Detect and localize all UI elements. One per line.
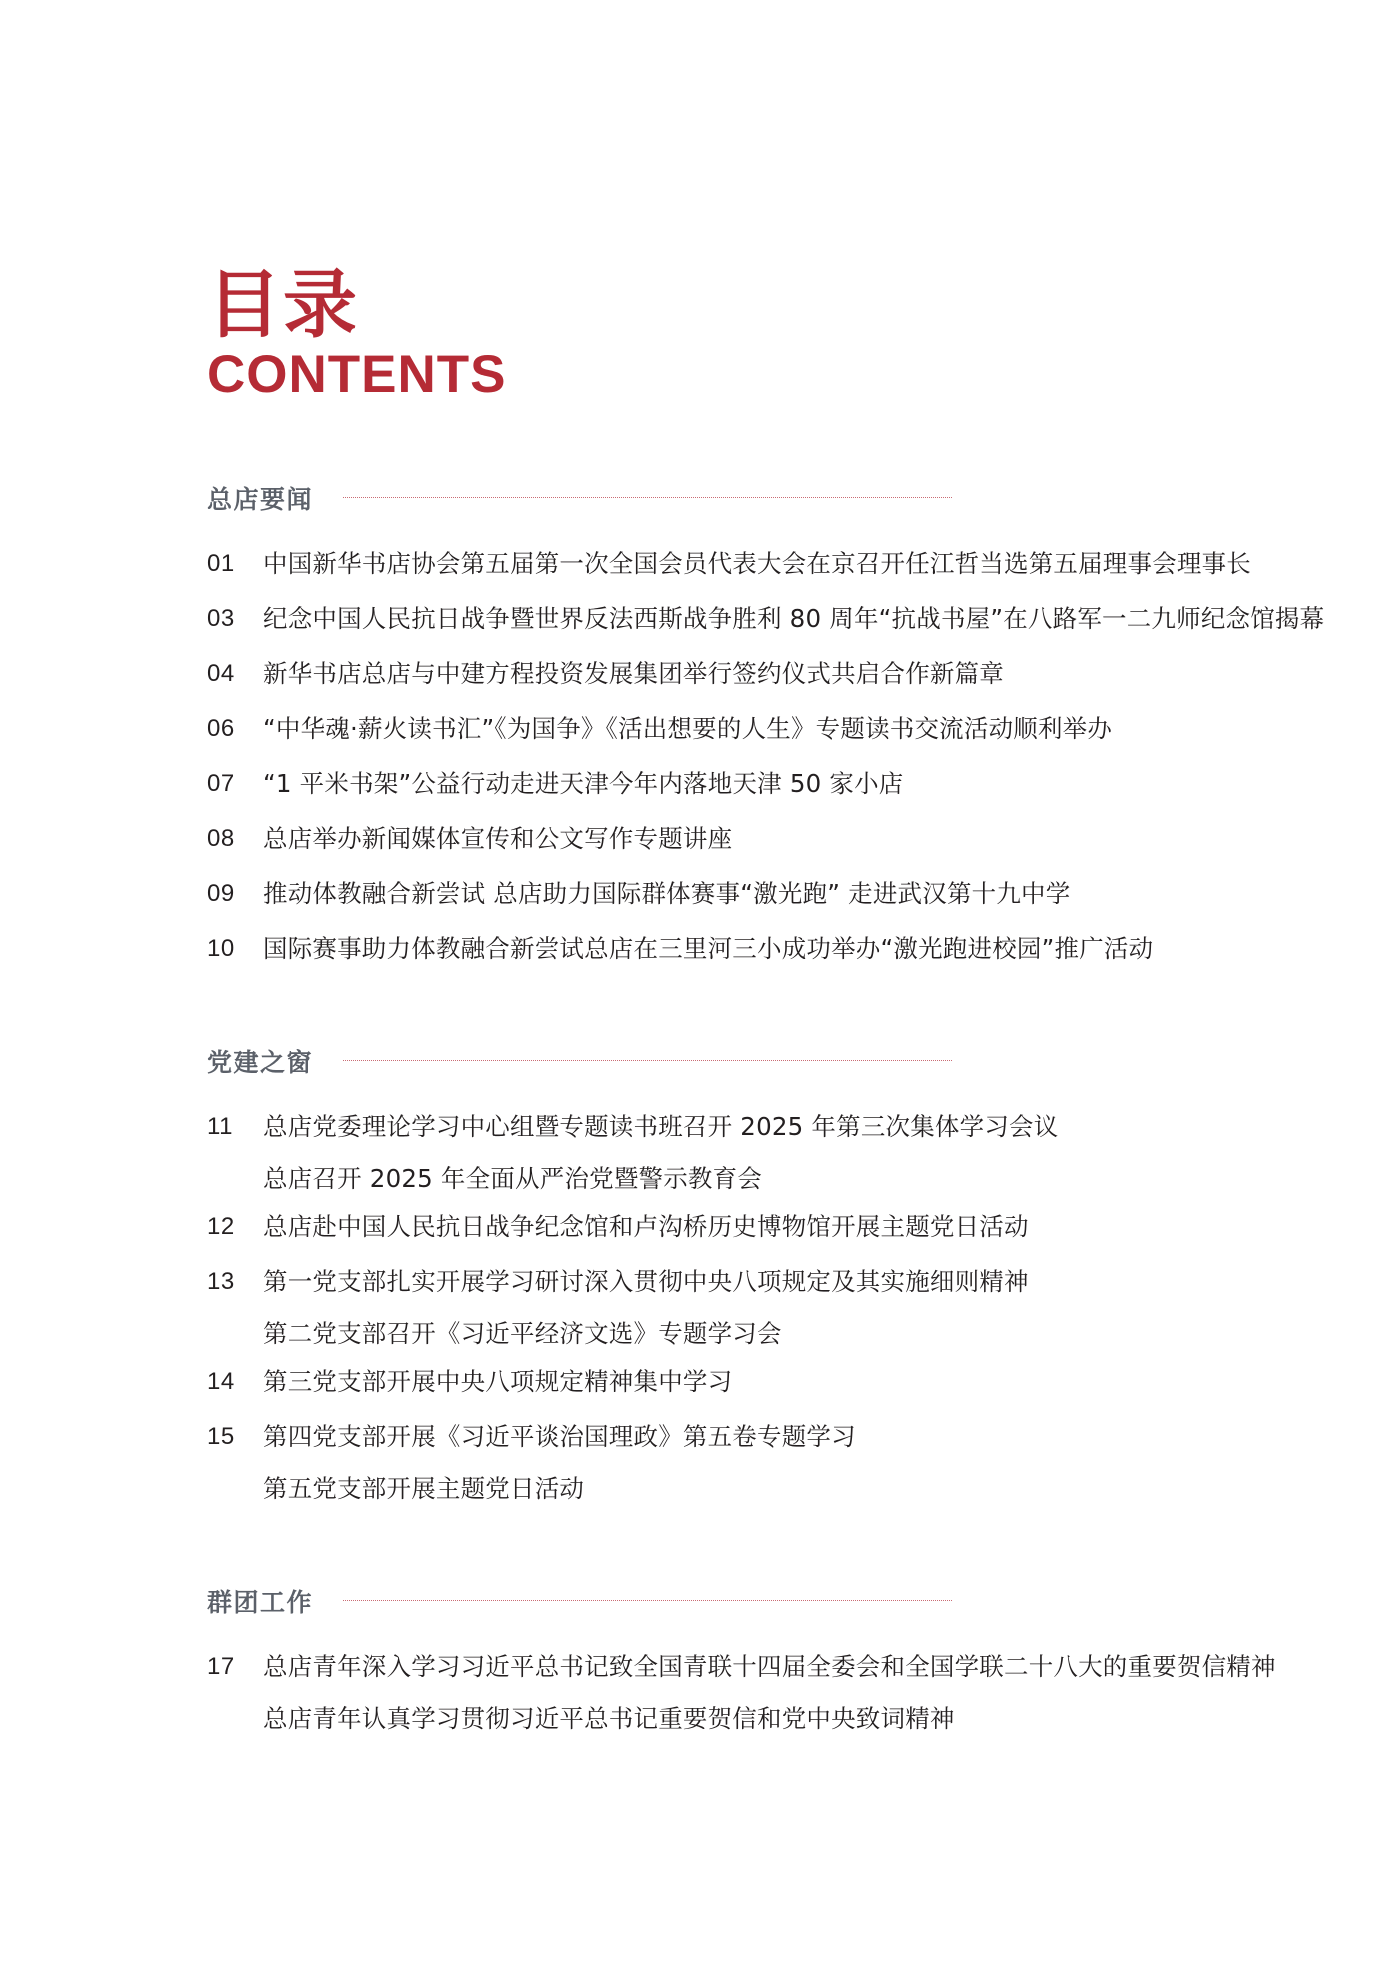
toc-entry-title[interactable]: 推动体教融合新尝试 总店助力国际群体赛事“激光跑” 走进武汉第十九中学 bbox=[263, 879, 1071, 908]
section-header bbox=[207, 1043, 952, 1079]
section-title: 党建之窗 bbox=[207, 1048, 314, 1077]
toc-entry[interactable] bbox=[207, 1105, 1278, 1201]
contents-section bbox=[0, 480, 1398, 971]
toc-entry-title[interactable]: 总店举办新闻媒体宣传和公文写作专题讲座 bbox=[263, 824, 733, 853]
toc-entry-title[interactable]: 总店召开 2025 年全面从严治党暨警示教育会 bbox=[263, 1164, 763, 1193]
toc-entry-page-number: 15 bbox=[207, 1423, 235, 1450]
toc-entry-page-number: 11 bbox=[207, 1113, 233, 1140]
toc-entry-title[interactable]: 总店青年认真学习贯彻习近平总书记重要贺信和党中央致词精神 bbox=[263, 1704, 955, 1733]
toc-entry[interactable] bbox=[207, 707, 1278, 751]
toc-entry-lines bbox=[263, 652, 1278, 696]
dotted-rule bbox=[343, 497, 952, 499]
toc-entry-title[interactable]: 第二党支部召开《习近平经济文选》专题学习会 bbox=[263, 1319, 782, 1348]
toc-entry-page-number: 03 bbox=[207, 605, 235, 632]
toc-entry-page-number: 07 bbox=[207, 770, 235, 797]
toc-entry-lines bbox=[263, 1205, 1278, 1249]
toc-entry-lines bbox=[263, 1105, 1278, 1201]
toc-entry[interactable] bbox=[207, 762, 1278, 806]
toc-entry[interactable] bbox=[207, 542, 1278, 586]
toc-entry-lines bbox=[263, 872, 1278, 916]
masthead bbox=[207, 262, 1107, 404]
toc-entry[interactable] bbox=[207, 817, 1278, 861]
contents-sections bbox=[0, 480, 1398, 1745]
toc-entry-title[interactable]: 国际赛事助力体教融合新尝试总店在三里河三小成功举办“激光跑进校园”推广活动 bbox=[263, 934, 1154, 963]
toc-entry-title[interactable]: 新华书店总店与中建方程投资发展集团举行签约仪式共启合作新篇章 bbox=[263, 659, 1004, 688]
toc-entry-page-number: 17 bbox=[207, 1653, 235, 1680]
toc-entry[interactable] bbox=[207, 872, 1278, 916]
section-title: 群团工作 bbox=[207, 1588, 314, 1617]
toc-entry-page-number: 04 bbox=[207, 660, 235, 687]
toc-entry[interactable] bbox=[207, 652, 1278, 696]
toc-entry[interactable] bbox=[207, 1645, 1278, 1741]
toc-entry-page-number: 10 bbox=[207, 935, 235, 962]
toc-entry-page-number: 01 bbox=[207, 550, 235, 577]
toc-entry-title[interactable]: “中华魂·薪火读书汇”《为国争》《活出想要的人生》专题读书交流活动顺利举办 bbox=[263, 714, 1113, 743]
toc-entry-lines bbox=[263, 597, 1324, 641]
toc-entry-lines bbox=[263, 817, 1278, 861]
toc-entry-title[interactable]: 第三党支部开展中央八项规定精神集中学习 bbox=[263, 1367, 733, 1396]
toc-entry-title[interactable]: “1 平米书架”公益行动走进天津今年内落地天津 50 家小店 bbox=[263, 769, 904, 798]
dotted-rule bbox=[343, 1600, 952, 1602]
toc-entry-page-number: 12 bbox=[207, 1213, 235, 1240]
section-title: 总店要闻 bbox=[207, 485, 314, 514]
toc-entry-lines bbox=[263, 707, 1278, 751]
toc-entry-title[interactable]: 总店赴中国人民抗日战争纪念馆和卢沟桥历史博物馆开展主题党日活动 bbox=[263, 1212, 1029, 1241]
toc-entry[interactable] bbox=[207, 1360, 1278, 1404]
toc-entry-lines bbox=[263, 762, 1278, 806]
toc-entry-lines bbox=[263, 1645, 1278, 1741]
page-title-en: CONTENTS bbox=[207, 345, 507, 404]
toc-entry-lines bbox=[263, 1415, 1278, 1511]
toc-entry-title[interactable]: 第一党支部扎实开展学习研讨深入贯彻中央八项规定及其实施细则精神 bbox=[263, 1267, 1029, 1296]
toc-entry-lines bbox=[263, 1260, 1278, 1356]
toc-entry-page-number: 08 bbox=[207, 825, 235, 852]
page-title-cn: 目录 bbox=[207, 262, 359, 348]
toc-entry-page-number: 13 bbox=[207, 1268, 235, 1295]
toc-entry-title[interactable]: 总店青年深入学习习近平总书记致全国青联十四届全委会和全国学联二十八大的重要贺信精神 bbox=[263, 1652, 1276, 1681]
toc-entry[interactable] bbox=[207, 1205, 1278, 1249]
toc-entry-lines bbox=[263, 927, 1278, 971]
toc-entry-title[interactable]: 第五党支部开展主题党日活动 bbox=[263, 1474, 585, 1503]
toc-entry-page-number: 06 bbox=[207, 715, 235, 742]
toc-entry[interactable] bbox=[207, 597, 1325, 641]
toc-entry-title[interactable]: 纪念中国人民抗日战争暨世界反法西斯战争胜利 80 周年“抗战书屋”在八路军一二九师纪念馆揭幕 bbox=[263, 604, 1325, 633]
toc-entry-lines bbox=[263, 542, 1278, 586]
toc-entry[interactable] bbox=[207, 927, 1278, 971]
contents-section bbox=[0, 1583, 1398, 1741]
toc-entry-page-number: 09 bbox=[207, 880, 235, 907]
toc-entry-lines bbox=[263, 1360, 1278, 1404]
toc-entry-title[interactable]: 第四党支部开展《习近平谈治国理政》第五卷专题学习 bbox=[263, 1422, 856, 1451]
section-header bbox=[207, 1583, 952, 1619]
toc-entry-title[interactable]: 总店党委理论学习中心组暨专题读书班召开 2025 年第三次集体学习会议 bbox=[263, 1112, 1059, 1141]
toc-entry-page-number: 14 bbox=[207, 1368, 235, 1395]
dotted-rule bbox=[343, 1060, 952, 1062]
toc-entry[interactable] bbox=[207, 1415, 1278, 1511]
toc-entry[interactable] bbox=[207, 1260, 1278, 1356]
section-header bbox=[207, 480, 952, 516]
toc-entry-title[interactable]: 中国新华书店协会第五届第一次全国会员代表大会在京召开任江哲当选第五届理事会理事长 bbox=[263, 549, 1251, 578]
contents-section bbox=[0, 1043, 1398, 1511]
